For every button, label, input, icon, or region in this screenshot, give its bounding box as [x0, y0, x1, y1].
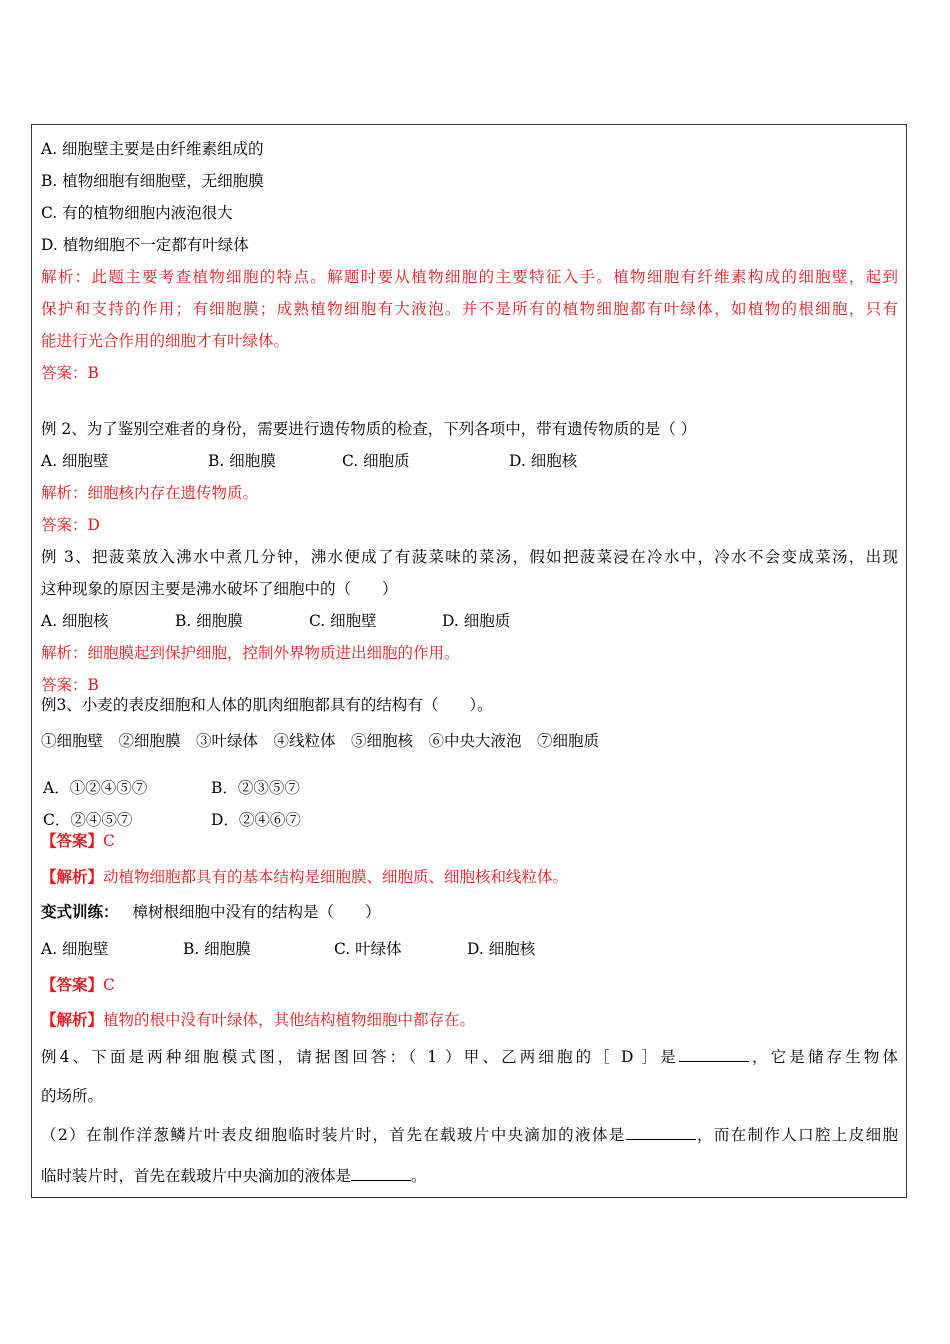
- q3-stem-line-1: 例 3、把菠菜放入沸水中煮几分钟，沸水便成了有菠菜味的菜汤，假如把菠菜浸在冷水中，冷水不会变成菜汤，出现: [41, 548, 898, 566]
- q4-options-row-2: [41, 810, 541, 830]
- q2-answer: 答案：D: [41, 516, 100, 534]
- q1-option-c: C. 有的植物细胞内液泡很大: [41, 204, 233, 222]
- q5-line-1-b: ，它是储存生物体: [748, 1048, 898, 1066]
- q4-answer-value: C: [103, 832, 115, 850]
- q1-option-a: A. 细胞壁主要是由纤维素组成的: [41, 140, 264, 158]
- variant-analysis-text: 植物的根中没有叶绿体，其他结构植物细胞中都存在。: [103, 1011, 476, 1029]
- q2-option-a: A. 细胞壁: [41, 452, 109, 470]
- variant-option-a: A. 细胞壁: [41, 940, 109, 958]
- q3-options: [41, 611, 901, 631]
- q3-option-d: D. 细胞质: [442, 612, 511, 630]
- q4-option-c: C．②④⑤⑦: [43, 811, 133, 829]
- q2-options: [41, 451, 901, 471]
- q1-analysis-line-1: 解析：此题主要考查植物细胞的特点。解题时要从植物细胞的主要特征入手。植物细胞有纤维素构成的细胞壁，起到: [41, 268, 898, 286]
- q5-line-4-b: 。: [411, 1167, 427, 1185]
- variant-options: [41, 939, 901, 959]
- q5-line-4-a: 临时装片时，首先在载玻片中央滴加的液体是: [41, 1167, 352, 1185]
- q3-option-b: B. 细胞膜: [175, 612, 243, 630]
- q4-items: ①细胞壁 ②细胞膜 ③叶绿体 ④线粒体 ⑤细胞核 ⑥中央大液泡 ⑦细胞质: [41, 732, 600, 750]
- q1-analysis-line-3: 能进行光合作用的细胞才有叶绿体。: [41, 332, 290, 350]
- q5-blank-2[interactable]: [626, 1124, 696, 1140]
- variant-answer-value: C: [103, 976, 115, 994]
- variant-analysis-tag: 【解析】: [41, 1010, 104, 1029]
- variant-option-d: D. 细胞核: [467, 940, 536, 958]
- q2-analysis: 解析：细胞核内存在遗传物质。: [41, 484, 259, 502]
- q5-blank-1[interactable]: [679, 1046, 749, 1062]
- variant-stem: [41, 902, 381, 922]
- q5-line-3-a: （2）在制作洋葱鳞片叶表皮细胞临时装片时，首先在载玻片中央滴加的液体是: [41, 1126, 626, 1144]
- variant-option-c: C. 叶绿体: [334, 940, 402, 958]
- q1-option-d: D. 植物细胞不一定都有叶绿体: [41, 236, 249, 254]
- q3-analysis: 解析：细胞膜起到保护细胞，控制外界物质进出细胞的作用。: [41, 644, 460, 662]
- q5-blank-3[interactable]: [351, 1165, 411, 1181]
- q5-line-2: 的场所。: [41, 1087, 104, 1105]
- variant-option-b: B. 细胞膜: [183, 940, 251, 958]
- q3-answer: 答案：B: [41, 676, 99, 694]
- q3-option-a: A. 细胞核: [41, 612, 109, 630]
- q5-line-1-a: 例4、下面是两种细胞模式图，请据图回答：（ 1 ）甲、乙两细胞的［ D ］是: [41, 1048, 679, 1066]
- q5-line-3: [41, 1124, 898, 1145]
- q1-analysis-line-2: 保护和支持的作用；有细胞膜；成熟植物细胞有大液泡。并不是所有的植物细胞都有叶绿体，如植物的根细胞，只有: [41, 300, 898, 318]
- q4-analysis-tag: 【解析】: [41, 867, 104, 886]
- variant-stem-text: 樟树根细胞中没有的结构是（ ）: [132, 903, 381, 921]
- q5-line-1: [41, 1046, 898, 1067]
- q2-option-c: C. 细胞质: [342, 452, 410, 470]
- variant-analysis: [41, 1010, 475, 1030]
- q4-stem: 例3、小麦的表皮细胞和人体的肌肉细胞都具有的结构有（ ）。: [41, 696, 493, 714]
- q3-stem-line-2: 这种现象的原因主要是沸水破坏了细胞中的（ ）: [41, 580, 398, 598]
- variant-title: 变式训练：: [41, 902, 119, 921]
- q4-answer-tag: 【答案】: [41, 831, 104, 850]
- q2-option-d: D. 细胞核: [509, 452, 578, 470]
- q2-option-b: B. 细胞膜: [208, 452, 276, 470]
- q4-option-a: A．①②④⑤⑦: [43, 779, 148, 797]
- q4-option-d: D．②④⑥⑦: [211, 811, 301, 829]
- q4-answer: [41, 831, 115, 851]
- q4-analysis: [41, 867, 568, 887]
- q1-option-b: B. 植物细胞有细胞壁，无细胞膜: [41, 172, 264, 190]
- q2-stem: 例 2、为了鉴别空难者的身份，需要进行遗传物质的检查，下列各项中，带有遗传物质的是（ ）: [41, 420, 697, 438]
- q4-analysis-text: 动植物细胞都具有的基本结构是细胞膜、细胞质、细胞核和线粒体。: [103, 868, 569, 886]
- q5-line-3-b: ，而在制作人口腔上皮细胞: [695, 1126, 898, 1144]
- q5-line-4: [41, 1165, 427, 1186]
- q1-answer: 答案：B: [41, 364, 99, 382]
- q4-options-row-1: [41, 778, 541, 798]
- variant-answer-tag: 【答案】: [41, 975, 104, 994]
- variant-answer: [41, 975, 115, 995]
- q3-option-c: C. 细胞壁: [309, 612, 377, 630]
- q4-option-b: B．②③⑤⑦: [211, 779, 300, 797]
